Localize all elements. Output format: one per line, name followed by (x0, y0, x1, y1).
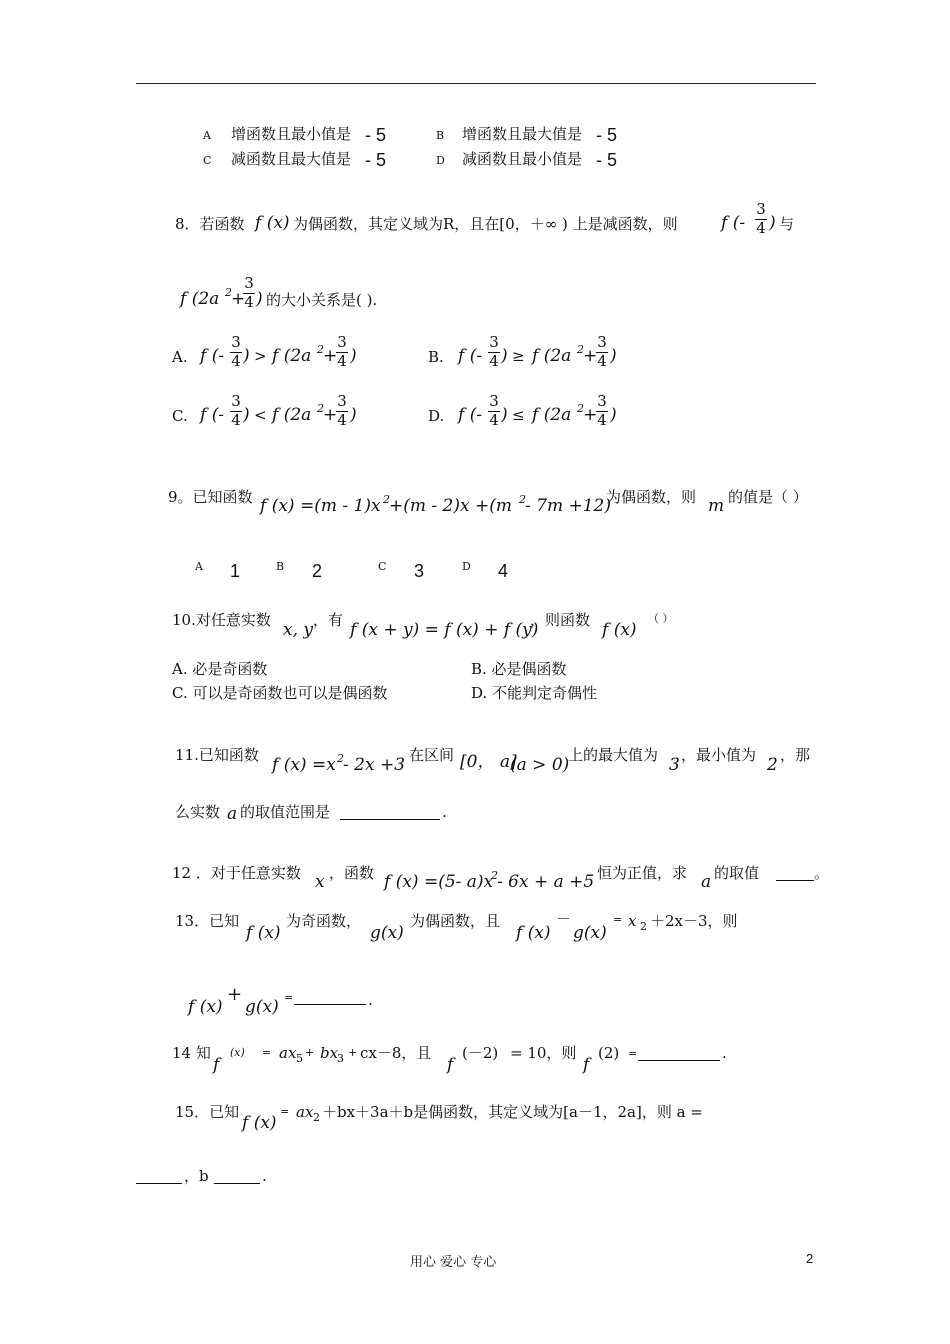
q8-option-b-f: f (- (458, 346, 483, 366)
q13-end: . (368, 991, 373, 1009)
q11-max: 3 (669, 755, 680, 775)
q10-paren: （ ） (648, 612, 674, 625)
q8-line2-close: ) (256, 289, 263, 309)
fraction-numerator: 3 (756, 200, 766, 218)
fraction-numerator: 3 (597, 392, 607, 410)
q8-option-a-sup: 2 (317, 343, 324, 356)
q8-option-c-relation: < (254, 406, 267, 424)
q8-option-d-end: ) (610, 405, 617, 425)
q10-equation: f (x + y) = f (x) + f (y) (350, 620, 539, 640)
q8-option-d-fraction-left (488, 394, 500, 429)
q9-expr2: +(m - 2)x +(m (389, 496, 512, 516)
q13-fx: f (x) (246, 923, 281, 943)
q7-option-b-text: 增函数且最大值是 (462, 125, 583, 143)
q8-line2-expr: f (2a (180, 289, 220, 309)
q9-expr3: - 7m +12) (525, 496, 611, 516)
q7-option-c-value: - 5 (365, 150, 387, 170)
q8-stem: 为偶函数，其定义域为R，且在[0，＋∞ ) 上是减函数，则 (293, 215, 678, 233)
q11-line2-a: 么实数 (175, 803, 221, 821)
q9-option-c-letter: C (378, 560, 387, 573)
q15-answer-blank-b[interactable] (214, 1169, 260, 1184)
fraction-numerator: 3 (337, 392, 347, 410)
q8-option-d-sup: 2 (577, 402, 584, 415)
q14-f: f (213, 1055, 220, 1075)
q8-option-a-end: ) (350, 346, 357, 366)
q14-plus1: + (305, 1046, 315, 1059)
q13-fx2: f (x) (516, 923, 551, 943)
q8-option-d-f: f (- (458, 405, 483, 425)
header-rule (136, 83, 816, 84)
q15-comma-b: ，b (184, 1167, 209, 1185)
q8-option-c-sup: 2 (317, 402, 324, 415)
q11-end: . (442, 803, 447, 821)
q8-option-c-close: ) (243, 405, 250, 425)
q15-eq: = (280, 1105, 290, 1118)
q8-option-a-relation: > (254, 347, 267, 365)
q7-option-d-text: 减函数且最小值是 (462, 150, 583, 168)
fraction-denominator: 4 (244, 292, 254, 311)
q8-yu: 与 (779, 215, 795, 233)
q11-prefix: 11.已知函数 (175, 746, 259, 764)
q9-option-a-value: 1 (230, 561, 241, 581)
q11-min: 2 (767, 755, 778, 775)
q8-option-a-f: f (- (200, 346, 225, 366)
q8-prefix: 8．若函数 (175, 215, 245, 233)
q9-option-c-value: 3 (414, 561, 425, 581)
q13-gx: g(x) (370, 923, 404, 943)
q8-option-c-plus: + (323, 405, 338, 425)
q8-fraction (755, 202, 767, 237)
q8-line2-sup: 2 (225, 286, 232, 299)
q9-sup-1: 2 (383, 493, 390, 506)
q14-eq: = (262, 1046, 272, 1059)
q7-option-c-letter: C (203, 154, 212, 167)
q12-x: x (315, 872, 325, 892)
q11-expr2: - 2x +3 (343, 755, 406, 775)
q13-line2-gx: g(x) (245, 997, 279, 1017)
q9-option-d-value: 4 (498, 561, 509, 581)
q13-line2-eq: = (284, 991, 294, 1004)
q8-option-b-sup: 2 (577, 343, 584, 356)
fraction-denominator: 4 (231, 410, 241, 429)
q11-line2-b: 的取值范围是 (240, 803, 331, 821)
fraction-denominator: 4 (489, 410, 499, 429)
q14-arg2: (－2) (462, 1044, 499, 1062)
q7-option-a-letter: A (203, 129, 211, 142)
q14-ax: ax (279, 1044, 297, 1062)
q8-option-d-relation: ≤ (512, 406, 525, 424)
fraction-numerator: 3 (337, 333, 347, 351)
q14-answer-blank[interactable] (638, 1046, 720, 1061)
q14-arg3: (2) (598, 1044, 620, 1062)
q7-option-b-value: - 5 (596, 125, 618, 145)
q7-option-a-text: 增函数且最小值是 (231, 125, 352, 143)
q14-eq2: = 10，则 (510, 1044, 577, 1062)
q12-answer-blank[interactable] (776, 866, 814, 881)
q9-expr: f (x) =(m - 1)x (260, 496, 381, 516)
q12-sup: 2 (491, 869, 498, 882)
q11-condition: (a > 0) (510, 755, 570, 775)
q14-rest: cx－8，且 (360, 1044, 432, 1062)
q8-option-c-label: C. (172, 407, 188, 425)
q8-option-c-fraction-left (230, 394, 242, 429)
fraction-denominator: 4 (597, 410, 607, 429)
q8-option-b-fraction-left (488, 335, 500, 370)
q11-expr: f (x) =x (272, 755, 336, 775)
q10-option-b: B. 必是偶函数 (471, 660, 567, 678)
q8-line2-plus: + (231, 289, 246, 309)
q8-option-d-fraction-right (596, 394, 608, 429)
q13-eq: = (613, 913, 623, 926)
q7-option-a-value: - 5 (365, 125, 387, 145)
q13-rhs-rest: ＋2x－3，则 (650, 912, 738, 930)
q15-end: . (262, 1167, 267, 1185)
q9-sup-2: 2 (519, 493, 526, 506)
q11-a: a (227, 804, 238, 824)
q8-option-b-end: ) (610, 346, 617, 366)
q15-sub2: 2 (313, 1111, 320, 1124)
q9-tail: 为偶函数，则 (606, 488, 697, 506)
fraction-numerator: 3 (489, 333, 499, 351)
q9-tail2: 的值是（ ） (728, 488, 808, 506)
q8-option-a-fraction-left (230, 335, 242, 370)
q14-sub3: 3 (337, 1052, 344, 1065)
q13-odd: 为奇函数， (286, 912, 362, 930)
q13-answer-blank[interactable] (294, 992, 366, 1005)
fraction-numerator: 3 (231, 392, 241, 410)
q13-rhs-x: x (628, 912, 637, 930)
q15-prefix: 15．已知 (175, 1103, 240, 1121)
q8-option-b-rhs: f (2a (532, 346, 572, 366)
q12-expr2: - 6x + a +5 (497, 872, 595, 892)
fraction-numerator: 3 (244, 274, 254, 292)
q7-option-d-letter: D (436, 154, 445, 167)
fraction-denominator: 4 (489, 351, 499, 370)
q12-end: 。 (814, 864, 830, 882)
q10-option-a: A. 必是奇函数 (172, 660, 268, 678)
q8-option-d-rhs: f (2a (532, 405, 572, 425)
q10-you: ，有 (313, 611, 344, 629)
q14-plus2: + (348, 1046, 358, 1059)
q11-sup: 2 (337, 752, 344, 765)
q12-expr: f (x) =(5- a)x (384, 872, 494, 892)
q11-tail: ，那 (780, 746, 811, 764)
fraction-denominator: 4 (231, 351, 241, 370)
q8-line2-fraction (243, 276, 255, 311)
q11-answer-blank[interactable] (340, 805, 440, 820)
q12-mid: ，函数 (329, 864, 375, 882)
q15-answer-blank-a[interactable] (136, 1169, 182, 1184)
q8-option-a-plus: + (323, 346, 338, 366)
q12-a: a (701, 872, 712, 892)
q14-end: . (722, 1044, 727, 1062)
q8-f-open: f (- (721, 213, 746, 233)
q10-fx: f (x) (602, 620, 637, 640)
q13-minus: － (556, 910, 572, 928)
q8-option-b-plus: + (583, 346, 598, 366)
q9-prefix: 9。已知函数 (168, 488, 253, 506)
q14-sub5: 5 (296, 1052, 303, 1065)
q9-option-b-letter: B (276, 560, 285, 573)
fraction-numerator: 3 (597, 333, 607, 351)
footer-slogan: 用心 爱心 专心 (410, 1255, 497, 1270)
q8-option-a-label: A. (172, 348, 188, 366)
q11-interval: [0， a] (460, 752, 517, 772)
q10-option-c: C. 可以是奇函数也可以是偶函数 (172, 684, 388, 702)
q9-option-b-value: 2 (312, 561, 323, 581)
q8-fx: f (x) (255, 213, 290, 233)
q8-option-a-close: ) (243, 346, 250, 366)
q8-option-b-close: ) (501, 346, 508, 366)
q7-option-b-letter: B (436, 129, 445, 142)
q14-prefix: 14 知 (172, 1044, 211, 1062)
q13-gx2: g(x) (573, 923, 607, 943)
q8-option-d-close: ) (501, 405, 508, 425)
q12-tail: 恒为正值，求 (597, 864, 688, 882)
q9-m: m (708, 496, 725, 516)
q13-line2-plus: + (227, 984, 243, 1005)
q8-option-c-fraction-right (336, 394, 348, 429)
q10-xy: x, y (283, 620, 313, 640)
q8-option-a-rhs: f (2a (272, 346, 312, 366)
q10-prefix: 10.对任意实数 (172, 611, 271, 629)
q8-option-c-end: ) (350, 405, 357, 425)
q8-option-b-fraction-right (596, 335, 608, 370)
q14-bx: bx (320, 1044, 339, 1062)
fraction-denominator: 4 (756, 218, 766, 237)
q11-mid: 在区间 (409, 746, 455, 764)
fraction-denominator: 4 (597, 351, 607, 370)
q8-line2-tail: 的大小关系是( ). (266, 291, 378, 309)
q8-option-c-f: f (- (200, 405, 225, 425)
q9-option-a-letter: A (195, 560, 203, 573)
q15-ax: ax (296, 1103, 314, 1121)
q10-option-d: D. 不能判定奇偶性 (471, 684, 598, 702)
fraction-numerator: 3 (489, 392, 499, 410)
fraction-denominator: 4 (337, 351, 347, 370)
page-number: 2 (806, 1251, 814, 1266)
q8-option-c-rhs: f (2a (272, 405, 312, 425)
q15-rest: ＋bx＋3a＋b是偶函数，其定义域为[a－1，2a]，则 a = (322, 1103, 703, 1121)
q8-option-b-label: B. (428, 348, 444, 366)
q8-option-b-relation: ≥ (512, 347, 525, 365)
q8-option-d-label: D. (428, 407, 445, 425)
q13-prefix: 13．已知 (175, 912, 240, 930)
q13-even: 为偶函数，且 (410, 912, 501, 930)
q8-option-d-plus: + (583, 405, 598, 425)
fraction-numerator: 3 (231, 333, 241, 351)
q14-x: (x) (230, 1046, 245, 1059)
q11-mid3: ，最小值为 (681, 746, 757, 764)
q13-rhs-sub: 2 (640, 920, 647, 933)
q12-prefix: 12 ．对于任意实数 (172, 864, 301, 882)
q8-close-paren: ) (769, 213, 776, 233)
q13-line2-fx: f (x) (188, 997, 223, 1017)
q12-tail2: 的取值 (714, 864, 760, 882)
q7-option-d-value: - 5 (596, 150, 618, 170)
q8-option-a-fraction-right (336, 335, 348, 370)
q10-then: ，则函数 (530, 611, 591, 629)
q14-eq3: = (628, 1047, 638, 1060)
fraction-denominator: 4 (337, 410, 347, 429)
q7-option-c-text: 减函数且最大值是 (231, 150, 352, 168)
q15-fx: f (x) (242, 1113, 277, 1133)
q11-mid2: 上的最大值为 (568, 746, 659, 764)
q14-f2: f (447, 1055, 454, 1075)
q9-option-d-letter: D (462, 560, 471, 573)
q14-f3: f (583, 1055, 590, 1075)
